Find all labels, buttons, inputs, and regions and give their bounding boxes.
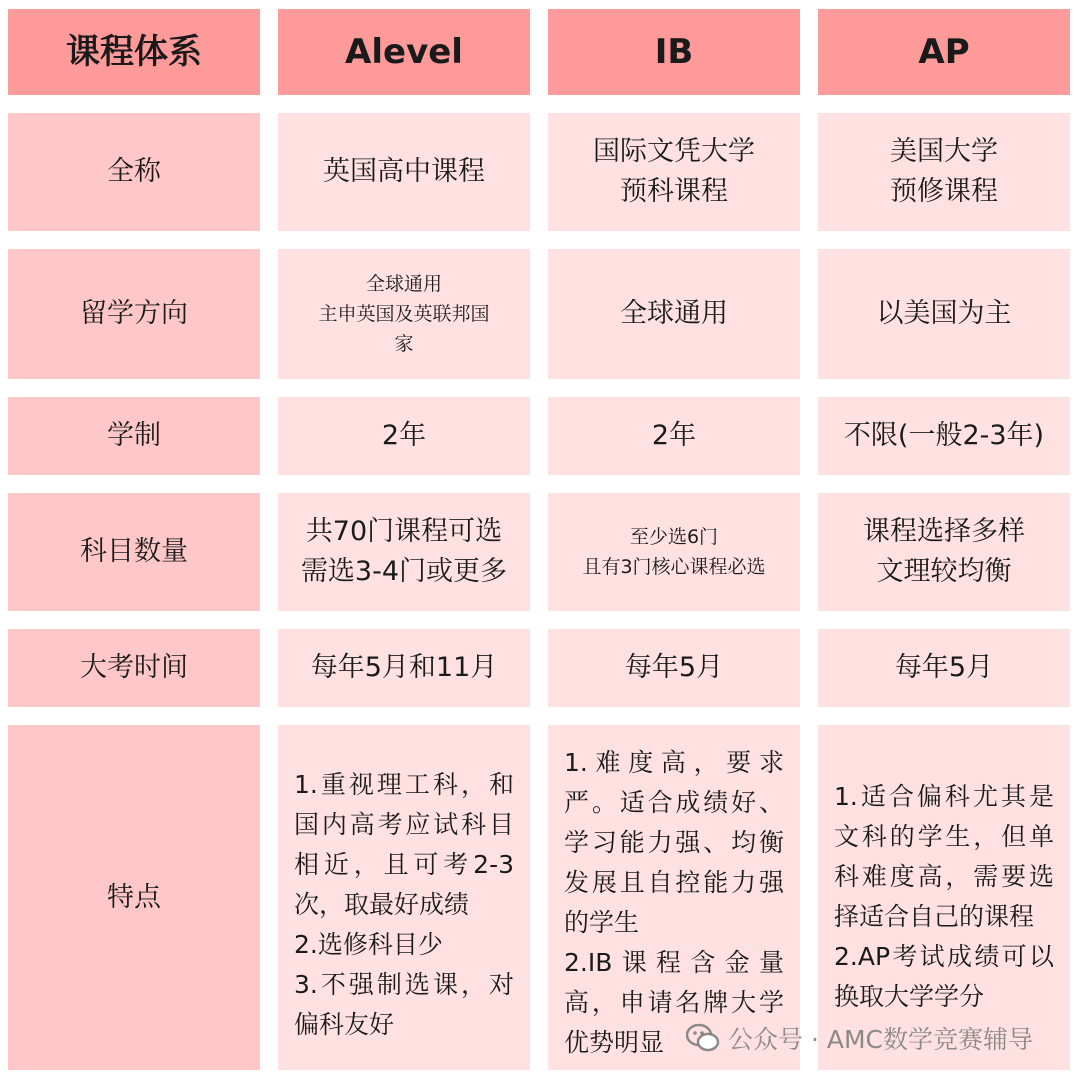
cell-duration-alevel: 2年: [278, 397, 530, 475]
wechat-icon: [686, 1023, 720, 1053]
comparison-table: [8, 9, 1070, 1070]
row-label-duration: 学制: [8, 397, 260, 475]
feature-item: 1.难度高，要求严。适合成绩好、学习能力强、均衡发展且自控能力强的学生: [564, 748, 784, 937]
cell-duration-ib: 2年: [548, 397, 800, 475]
header-course-system: 课程体系: [8, 9, 260, 95]
cell-features-alevel: [278, 725, 530, 1070]
cell-direction-ib: 全球通用: [548, 249, 800, 379]
cell-duration-ap: 不限(一般2-3年): [818, 397, 1070, 475]
cell-subjects-ib: 至少选6门 且有3门核心课程必选: [548, 493, 800, 611]
cell-direction-alevel: 全球通用 主申英国及英联邦国 家: [278, 249, 530, 379]
watermark-text: 公众号 · AMC数学竞赛辅导: [728, 1025, 1033, 1054]
cell-features-ib: [548, 725, 800, 1070]
cell-full-name-ib: 国际文凭大学 预科课程: [548, 113, 800, 231]
row-label-features: 特点: [8, 725, 260, 1070]
cell-full-name-ap: 美国大学 预修课程: [818, 113, 1070, 231]
row-label-subjects: 科目数量: [8, 493, 260, 611]
feature-item: 2.IB课程含金量高，申请名牌大学优势明显: [564, 948, 784, 1057]
row-label-direction: 留学方向: [8, 249, 260, 379]
row-label-exam-time: 大考时间: [8, 629, 260, 707]
cell-exam-time-ap: 每年5月: [818, 629, 1070, 707]
cell-direction-ap: 以美国为主: [818, 249, 1070, 379]
cell-exam-time-alevel: 每年5月和11月: [278, 629, 530, 707]
row-label-full-name: 全称: [8, 113, 260, 231]
header-alevel: Alevel: [278, 9, 530, 95]
cell-subjects-alevel: 共70门课程可选 需选3-4门或更多: [278, 493, 530, 611]
watermark: [686, 1020, 1033, 1056]
feature-item: 2.AP考试成绩可以换取大学学分: [834, 942, 1054, 1011]
cell-features-ap: [818, 725, 1070, 1070]
feature-item: 1.重视理工科，和国内高考应试科目相近，且可考2-3次，取最好成绩: [294, 770, 514, 919]
header-ap: AP: [818, 9, 1070, 95]
header-ib: IB: [548, 9, 800, 95]
cell-subjects-ap: 课程选择多样 文理较均衡: [818, 493, 1070, 611]
feature-item: 1.适合偏科尤其是文科的学生，但单科难度高，需要选择适合自己的课程: [834, 782, 1054, 931]
cell-exam-time-ib: 每年5月: [548, 629, 800, 707]
feature-item: 2.选修科目少: [294, 930, 443, 959]
cell-full-name-alevel: 英国高中课程: [278, 113, 530, 231]
feature-item: 3.不强制选课，对偏科友好: [294, 970, 514, 1039]
